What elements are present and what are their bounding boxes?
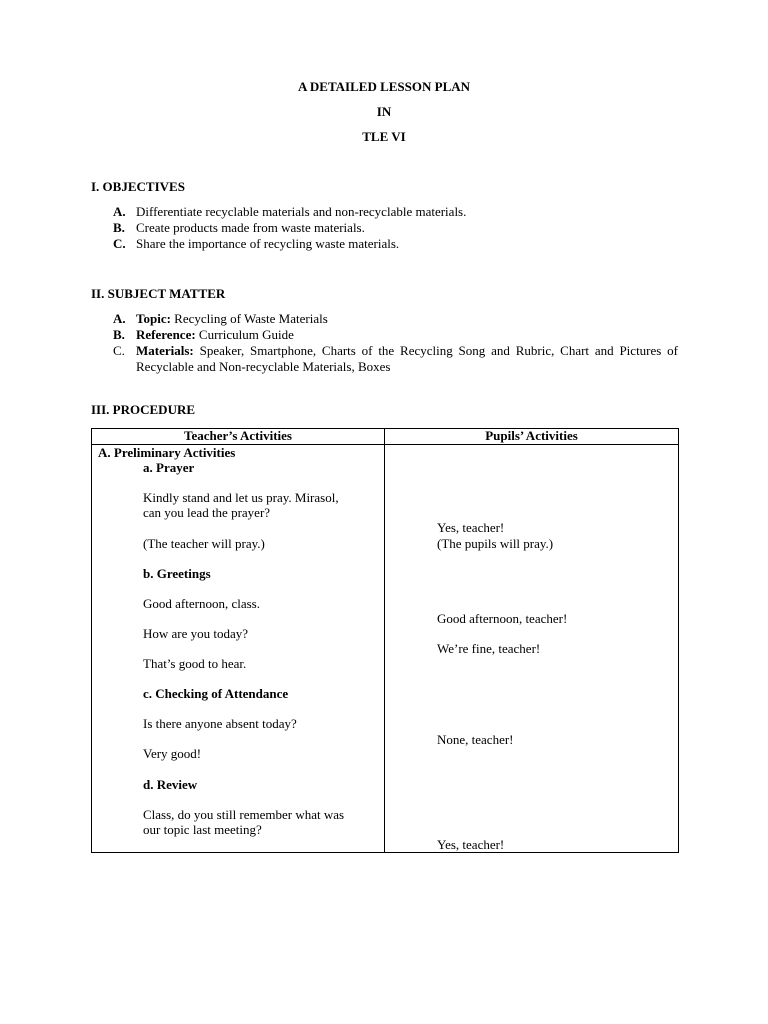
list-item (113, 311, 678, 327)
item-lead: Reference: (136, 327, 196, 342)
teacher-line: Class, do you still remember what was (143, 807, 345, 822)
teacher-line: can you lead the prayer? (143, 505, 271, 520)
list-item (113, 204, 678, 220)
list-item (113, 327, 678, 343)
teacher-cell (92, 445, 385, 853)
pupil-line: We’re fine, teacher! (437, 641, 541, 656)
doc-title-in: IN (376, 104, 392, 119)
pupils-cell (385, 445, 679, 853)
objectives-list (113, 204, 678, 252)
doc-title: A DETAILED LESSON PLAN (297, 79, 471, 94)
item-text: Speaker, Smartphone, Charts of the Recycling Song and Rubric, Chart and Pictures of Recyclable and Non-recyclable Materials, Boxes (136, 343, 678, 374)
attendance-heading: c. Checking of Attendance (143, 686, 289, 701)
doc-subject: TLE VI (362, 129, 406, 144)
pupil-line: Good afternoon, teacher! (437, 611, 568, 626)
pupil-line: Yes, teacher! (437, 837, 505, 852)
list-item (113, 236, 678, 252)
table-row (92, 445, 679, 853)
list-item (113, 343, 678, 375)
list-marker: C. (113, 343, 125, 358)
table-header-row (92, 429, 679, 445)
list-item (113, 220, 678, 236)
teacher-line: That’s good to hear. (143, 656, 247, 671)
item-lead: Topic: (136, 311, 171, 326)
objectives-heading: I. OBJECTIVES (91, 179, 185, 194)
teacher-line: Is there anyone absent today? (143, 716, 297, 731)
subject-matter-heading: II. SUBJECT MATTER (91, 286, 226, 301)
list-marker: A. (113, 311, 126, 326)
teacher-line: our topic last meeting? (143, 822, 262, 837)
teacher-line: (The teacher will pray.) (143, 536, 265, 551)
objective-text: Share the importance of recycling waste materials. (136, 236, 400, 251)
col-header-teacher: Teacher’s Activities (92, 429, 385, 445)
teacher-line: Very good! (143, 746, 202, 761)
pupil-line: Yes, teacher! (437, 520, 505, 535)
col-header-pupils: Pupils’ Activities (385, 429, 679, 445)
list-marker: B. (113, 327, 125, 342)
teacher-line: Kindly stand and let us pray. Mirasol, (143, 490, 339, 505)
teacher-line: Good afternoon, class. (143, 596, 260, 611)
subject-matter-list (113, 311, 678, 375)
prayer-heading: a. Prayer (143, 460, 195, 475)
preliminary-heading: A. Preliminary Activities (98, 445, 236, 460)
item-text: Recycling of Waste Materials (170, 311, 328, 326)
greetings-heading: b. Greetings (143, 566, 211, 581)
review-heading: d. Review (143, 777, 198, 792)
item-text: Curriculum Guide (195, 327, 294, 342)
list-marker: C. (113, 236, 126, 251)
item-lead: Materials: (136, 343, 194, 358)
procedure-table (91, 428, 679, 853)
procedure-heading: III. PROCEDURE (91, 402, 196, 417)
list-marker: A. (113, 204, 126, 219)
pupil-line: None, teacher! (437, 732, 514, 747)
pupil-line: (The pupils will pray.) (437, 536, 554, 551)
objective-text: Differentiate recyclable materials and non-recyclable materials. (136, 204, 467, 219)
list-marker: B. (113, 220, 125, 235)
teacher-line: How are you today? (143, 626, 249, 641)
objective-text: Create products made from waste materials. (136, 220, 365, 235)
